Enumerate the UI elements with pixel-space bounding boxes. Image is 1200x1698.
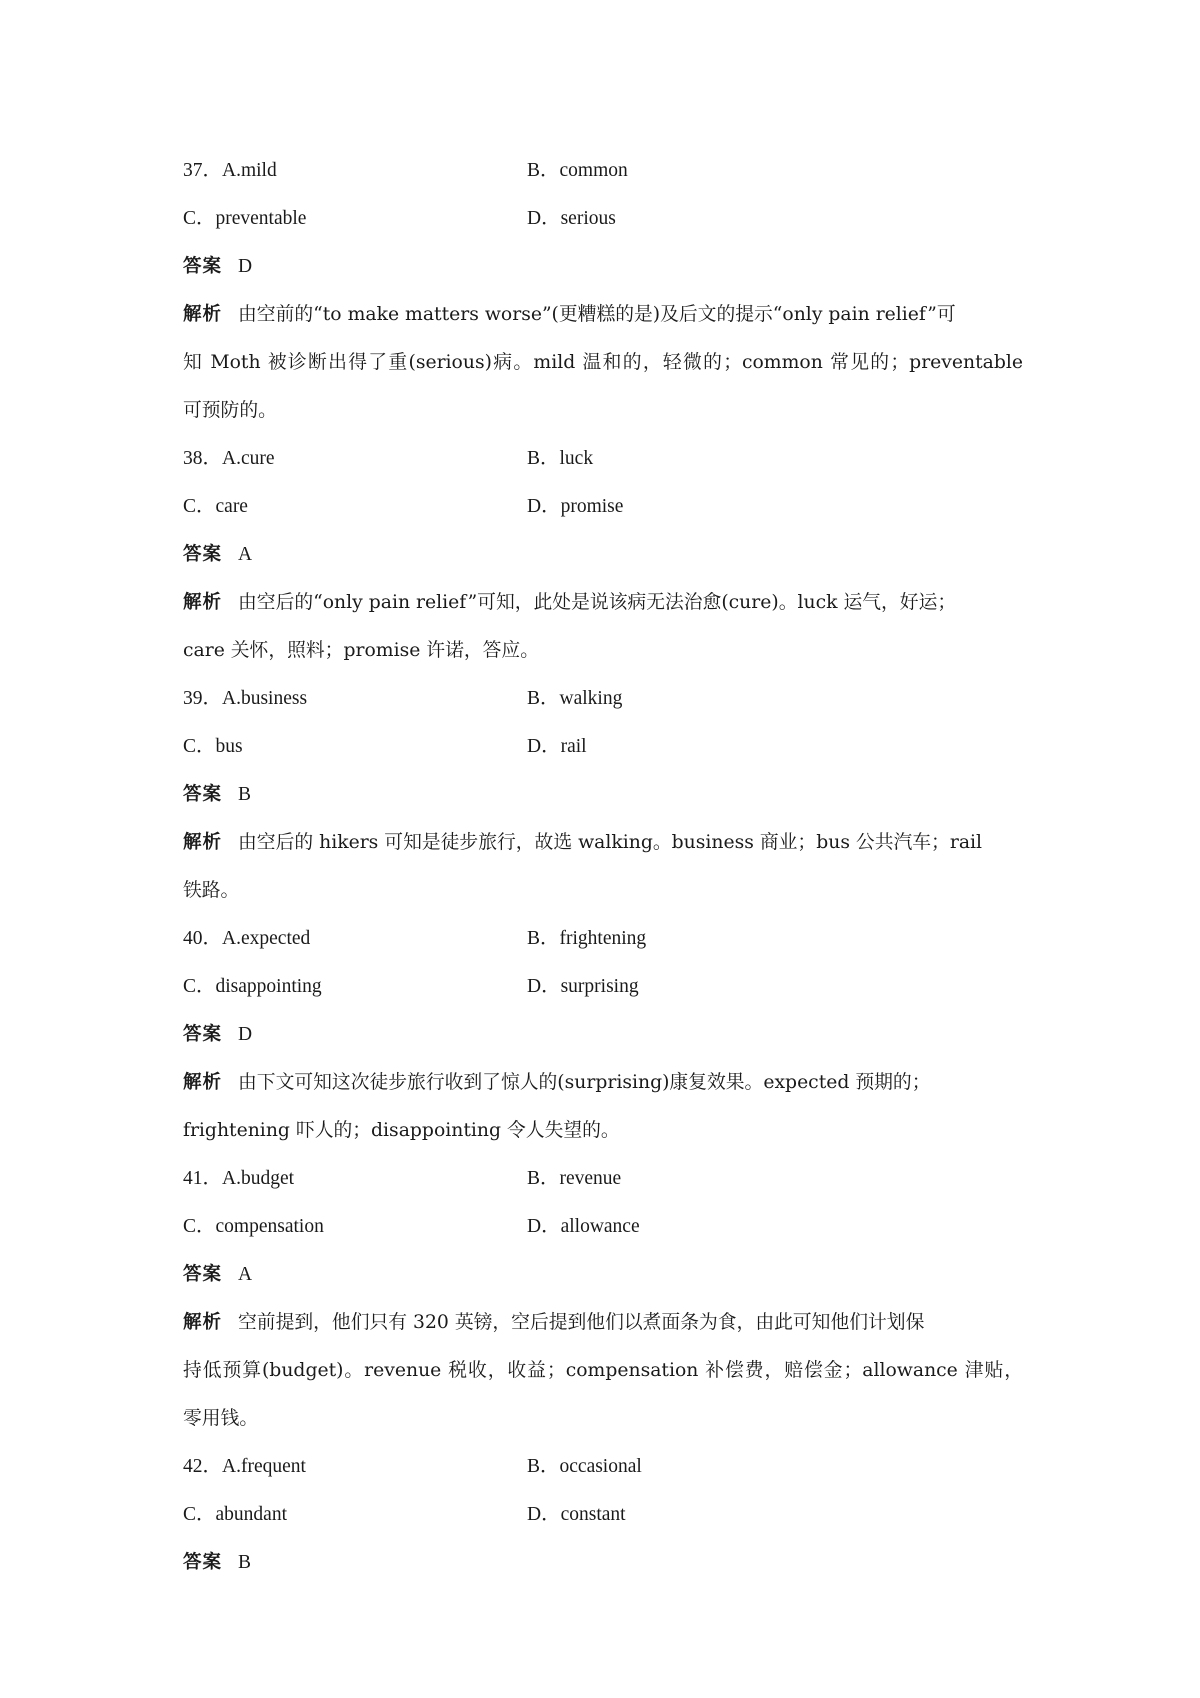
- option-a: 38．A.cure: [183, 448, 275, 469]
- option-a: 42．A.frequent: [183, 1456, 306, 1477]
- option-d: D．serious: [527, 208, 616, 229]
- answer-label: 答案: [183, 1264, 223, 1285]
- option-a: 40．A.expected: [183, 928, 311, 949]
- document-page: [183, 0, 1033, 1698]
- option-b: B．luck: [527, 448, 594, 469]
- option-a: 39．A.business: [183, 688, 308, 709]
- option-d: D．surprising: [527, 976, 639, 997]
- answer-39: [183, 771, 251, 819]
- answer-value: D: [238, 256, 253, 277]
- answer-40: [183, 1011, 252, 1059]
- option-d: D．rail: [527, 736, 587, 757]
- option-c: C．bus: [183, 736, 243, 757]
- option-b: B．common: [527, 160, 628, 181]
- analysis-41-line-1: [183, 1299, 924, 1347]
- analysis-37-line-2: 知 Moth 被诊断出得了重(serious)病。mild 温和的，轻微的；common 常见的；preventable: [183, 352, 1023, 373]
- answer-42: [183, 1539, 251, 1587]
- option-c: C．abundant: [183, 1504, 287, 1525]
- answer-41: [183, 1251, 252, 1299]
- analysis-40-line-1: [183, 1059, 930, 1107]
- answer-label: 答案: [183, 784, 223, 805]
- analysis-label: 解析: [183, 1072, 223, 1093]
- analysis-text: 由空后的 hikers 可知是徒步旅行，故选 walking。business 商业；bus 公共汽车；rail: [238, 832, 983, 853]
- answer-value: A: [238, 544, 253, 565]
- option-d: D．constant: [527, 1504, 626, 1525]
- answer-37: [183, 243, 252, 291]
- answer-label: 答案: [183, 1552, 223, 1573]
- option-d: D．promise: [527, 496, 624, 517]
- option-c: C．preventable: [183, 208, 307, 229]
- option-b: B．revenue: [527, 1168, 622, 1189]
- analysis-37-line-1: [183, 291, 956, 339]
- analysis-text: 由空后的“only pain relief”可知，此处是说该病无法治愈(cure)。luck 运气，好运；: [238, 592, 957, 613]
- analysis-text: 由空前的“to make matters worse”(更糟糕的是)及后文的提示“only pain relief”可: [238, 304, 956, 325]
- option-b: B．occasional: [527, 1456, 642, 1477]
- analysis-41-line-2: 持低预算(budget)。revenue 税收，收益；compensation 补偿费，赔偿金；allowance 津贴，: [183, 1360, 1023, 1381]
- analysis-39-line-2: 铁路。: [183, 880, 240, 901]
- option-c: C．compensation: [183, 1216, 324, 1237]
- option-a: 41．A.budget: [183, 1168, 295, 1189]
- analysis-label: 解析: [183, 592, 223, 613]
- answer-value: B: [238, 784, 252, 805]
- answer-value: D: [238, 1024, 253, 1045]
- analysis-label: 解析: [183, 832, 223, 853]
- answer-label: 答案: [183, 544, 223, 565]
- answer-label: 答案: [183, 256, 223, 277]
- option-d: D．allowance: [527, 1216, 640, 1237]
- analysis-text: 由下文可知这次徒步旅行收到了惊人的(surprising)康复效果。expected 预期的；: [238, 1072, 931, 1093]
- analysis-38-line-2: care 关怀，照料；promise 许诺，答应。: [183, 640, 539, 661]
- option-c: C．disappointing: [183, 976, 322, 997]
- option-b: B．frightening: [527, 928, 647, 949]
- answer-value: B: [238, 1552, 252, 1573]
- analysis-37-line-3: 可预防的。: [183, 400, 277, 421]
- analysis-39-line-1: [183, 819, 982, 867]
- analysis-41-line-3: 零用钱。: [183, 1408, 259, 1429]
- analysis-text: 空前提到，他们只有 320 英镑，空后提到他们以煮面条为食，由此可知他们计划保: [238, 1312, 925, 1333]
- analysis-label: 解析: [183, 1312, 223, 1333]
- analysis-label: 解析: [183, 304, 223, 325]
- answer-label: 答案: [183, 1024, 223, 1045]
- option-c: C．care: [183, 496, 248, 517]
- analysis-38-line-1: [183, 579, 956, 627]
- answer-value: A: [238, 1264, 253, 1285]
- answer-38: [183, 531, 252, 579]
- analysis-40-line-2: frightening 吓人的；disappointing 令人失望的。: [183, 1120, 620, 1141]
- option-a: 37．A.mild: [183, 160, 277, 181]
- option-b: B．walking: [527, 688, 623, 709]
